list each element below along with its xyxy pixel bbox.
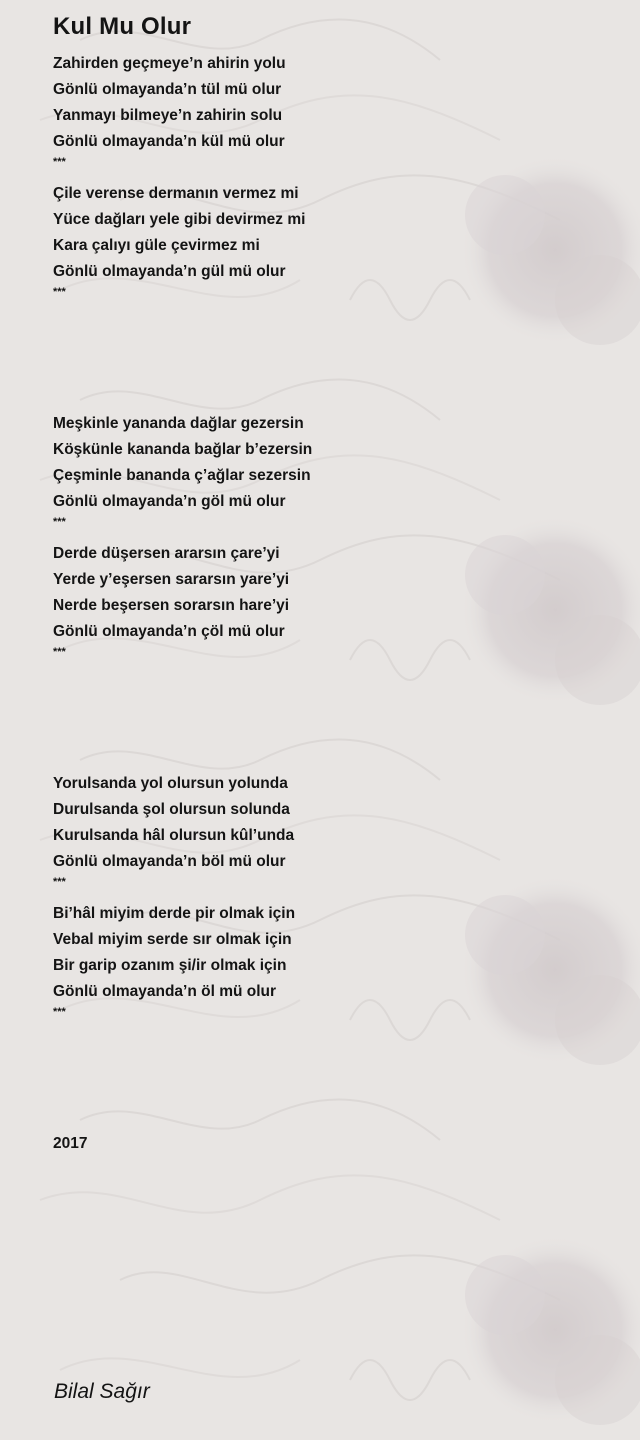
poem-line: Köşkünle kananda bağlar b’ezersin (53, 441, 313, 458)
poem-stanza (53, 771, 294, 901)
poem-line: Meşkinle yananda dağlar gezersin (53, 415, 304, 432)
stanza-separator: *** (53, 876, 66, 888)
poem-line: Kurulsanda hâl olursun kûl’unda (53, 827, 295, 844)
poem-line: Bir garip ozanım şi/ir olmak için (53, 957, 287, 974)
poem-stanza (53, 51, 286, 181)
poem-line: Gönlü olmayanda’n tül mü olur (53, 81, 282, 98)
poem-line: Derde düşersen ararsın çare’yi (53, 545, 280, 562)
poem-line: Gönlü olmayanda’n çöl mü olur (53, 623, 285, 640)
poem-stanza (53, 901, 295, 1031)
poem-line: Çile verense dermanın vermez mi (53, 185, 299, 202)
poem-line: Gönlü olmayanda’n öl mü olur (53, 983, 277, 1000)
poem-line: Gönlü olmayanda’n kül mü olur (53, 133, 285, 150)
poem-line: Kara çalıyı güle çevirmez mi (53, 237, 260, 254)
poem-title: Kul Mu Olur (53, 13, 192, 40)
poem-year: 2017 (53, 1135, 88, 1152)
poem-line: Yanmayı bilmeye’n zahirin solu (53, 107, 283, 124)
poem-line: Durulsanda şol olursun solunda (53, 801, 290, 818)
poem-stanza (53, 411, 312, 541)
poem-line: Yerde y’eşersen sararsın yare’yi (53, 571, 290, 588)
poem-line: Yüce dağları yele gibi devirmez mi (53, 211, 306, 228)
poem-stanza (53, 181, 305, 311)
stanza-separator: *** (53, 286, 66, 298)
poem-line: Zahirden geçmeye’n ahirin yolu (53, 55, 286, 72)
poem-line: Gönlü olmayanda’n göl mü olur (53, 493, 286, 510)
poem-stanza (53, 541, 289, 671)
poem-line: Gönlü olmayanda’n gül mü olur (53, 263, 286, 280)
poem-line: Vebal miyim serde sır olmak için (53, 931, 292, 948)
stanza-separator: *** (53, 516, 66, 528)
stanza-separator: *** (53, 1006, 66, 1018)
poem-line: Gönlü olmayanda’n böl mü olur (53, 853, 286, 870)
poem-line: Bi’hâl miyim derde pir olmak için (53, 905, 296, 922)
poem-author: Bilal Sağır (54, 1380, 150, 1403)
poem-line: Yorulsanda yol olursun yolunda (53, 775, 288, 792)
stanza-separator: *** (53, 646, 66, 658)
stanza-separator: *** (53, 156, 66, 168)
poem-line: Nerde beşersen sorarsın hare’yi (53, 597, 290, 614)
poem-line: Çeşminle bananda ç’ağlar sezersin (53, 467, 311, 484)
